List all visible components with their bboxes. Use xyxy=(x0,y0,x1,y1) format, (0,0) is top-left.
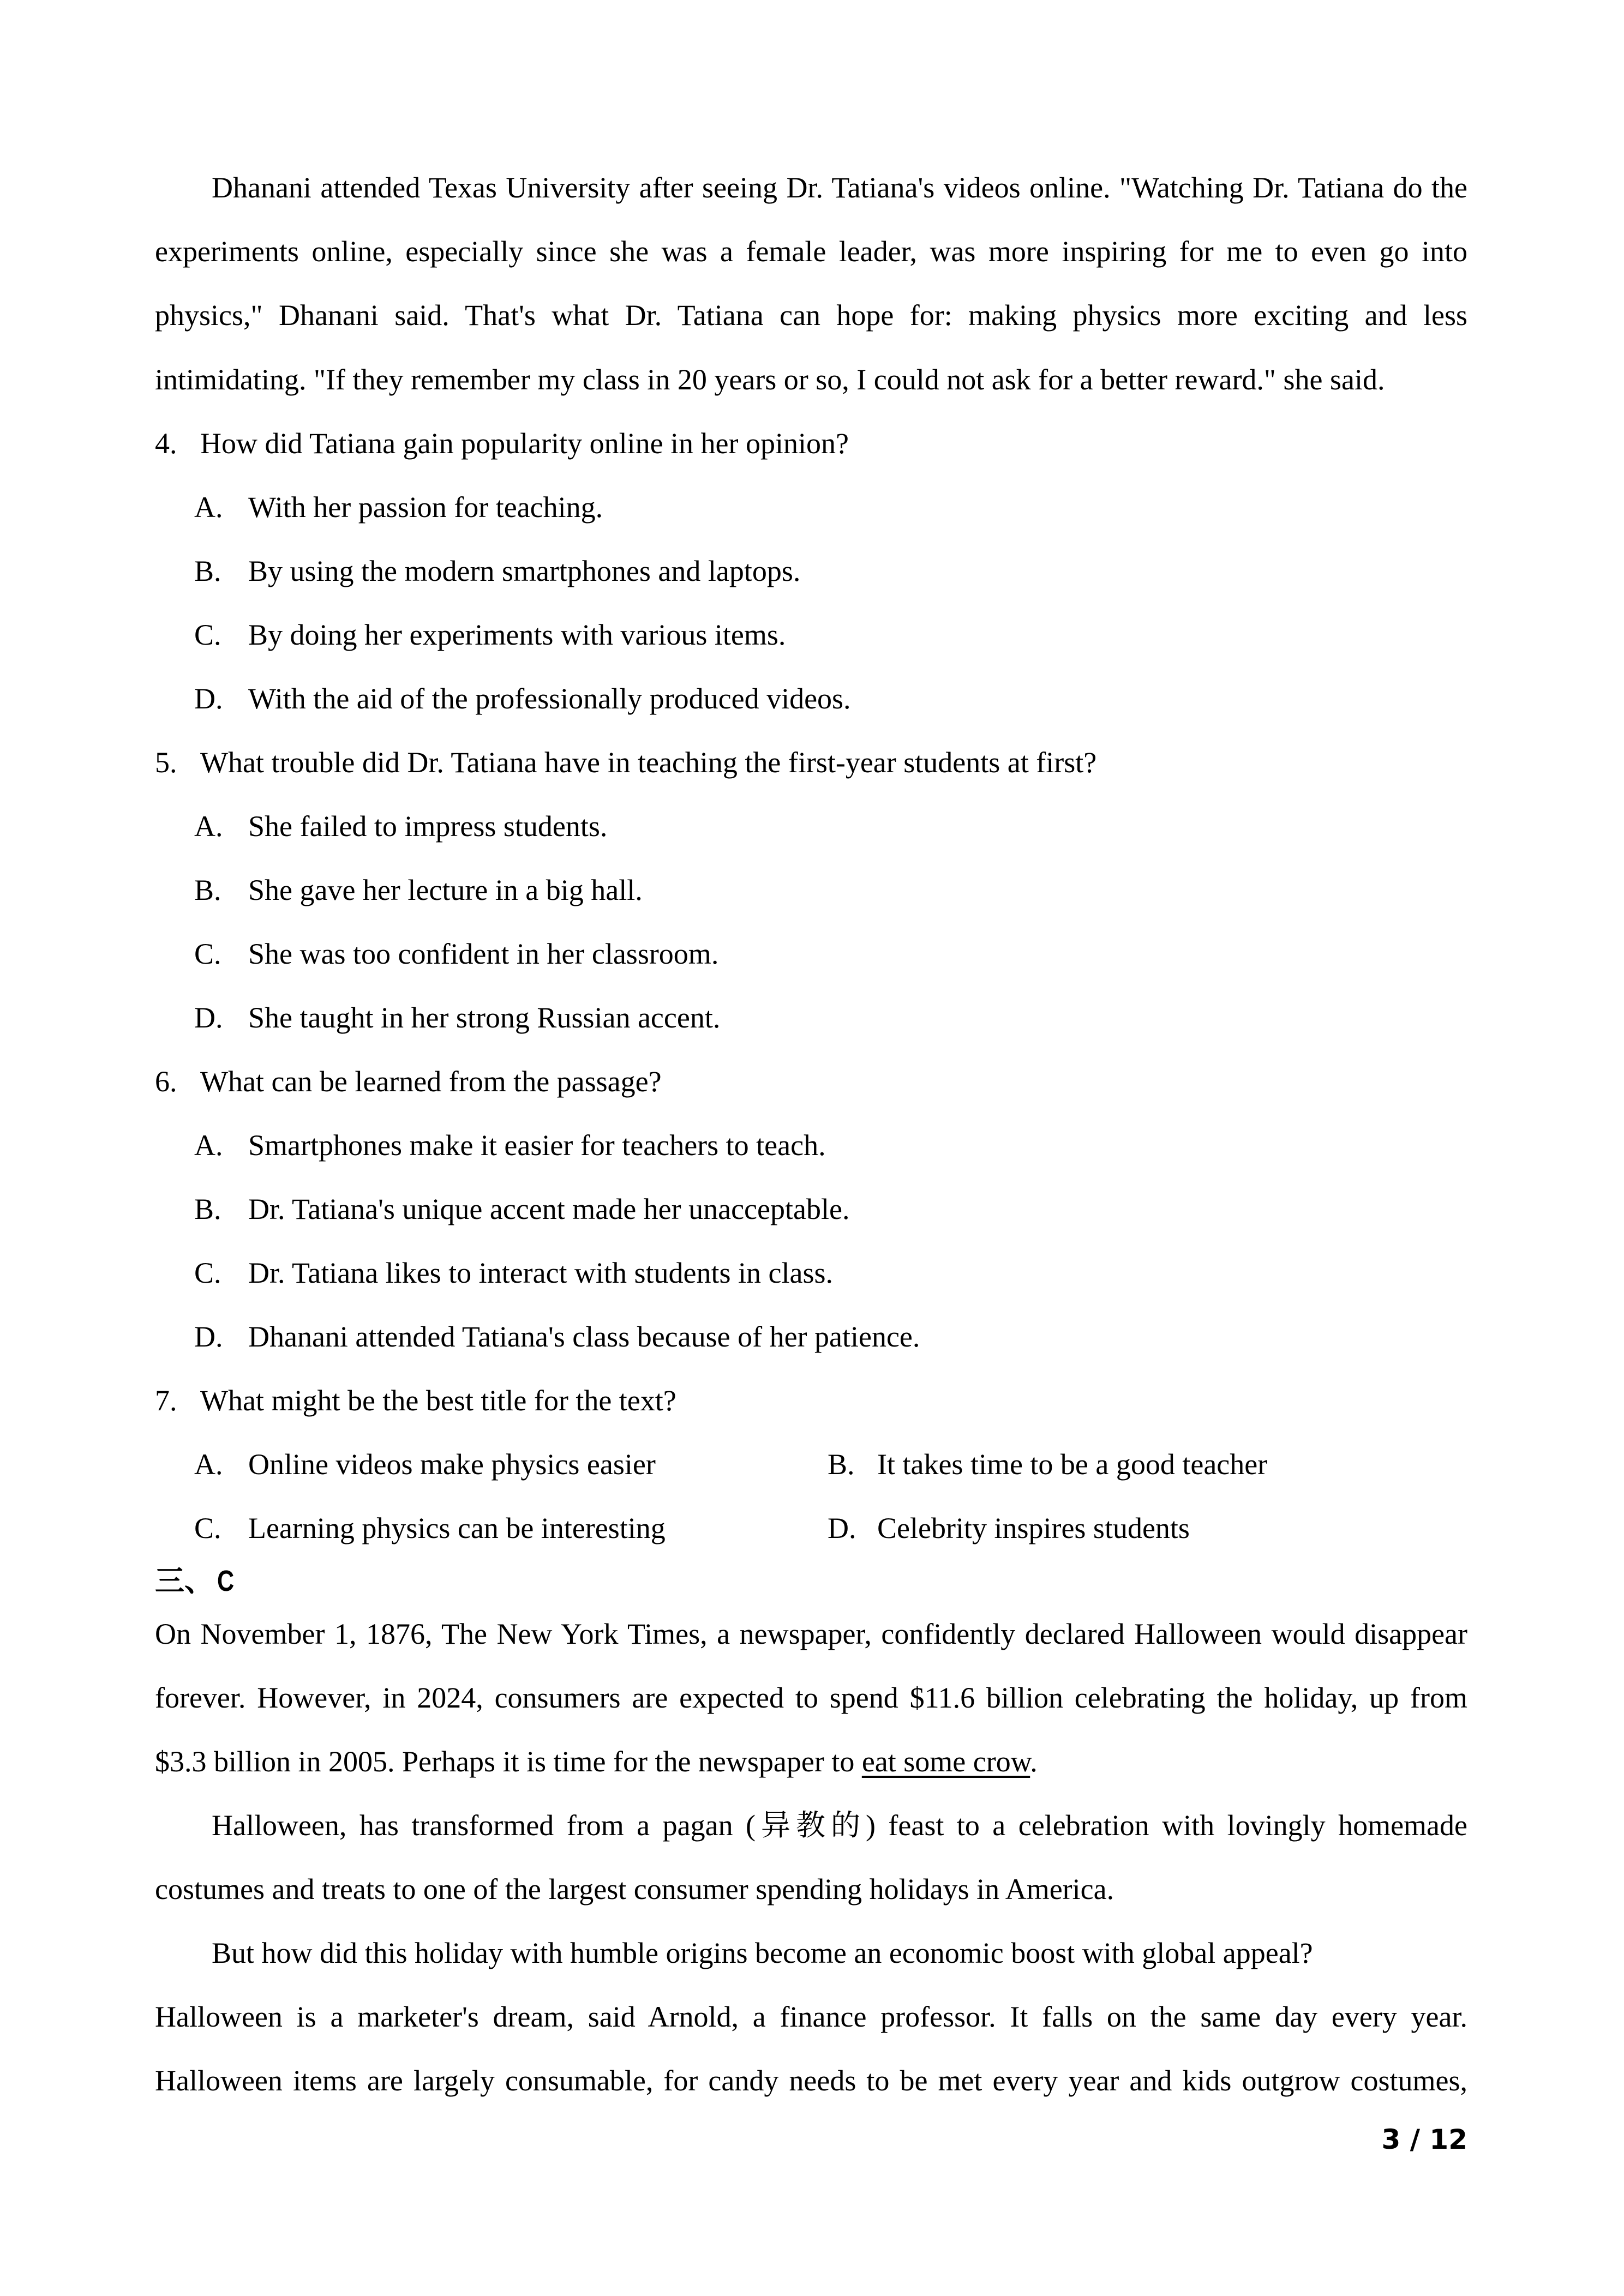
option-letter: D. xyxy=(194,682,223,715)
option-letter: C. xyxy=(194,1257,221,1289)
option-letter: A. xyxy=(194,491,223,524)
passage-b-line: Dhanani attended Texas University after seeing Dr. Tatiana's videos online. "Watching Dr. Tatiana do the xyxy=(212,171,1467,204)
option-letter: C. xyxy=(194,937,221,970)
page-total: 12 xyxy=(1429,2124,1467,2155)
option-letter: C. xyxy=(194,1512,221,1544)
passage-c-line: forever. However, in 2024, consumers are expected to spend $11.6 billion celebrating the holiday, up from xyxy=(155,1681,1467,1714)
option-text: She failed to impress students. xyxy=(248,810,608,843)
passage-b-line: physics," Dhanani said. That's what Dr. Tatiana can hope for: making physics more exciting and less xyxy=(155,299,1467,332)
question-text: How did Tatiana gain popularity online in her opinion? xyxy=(200,427,849,460)
question-text: What can be learned from the passage? xyxy=(200,1065,662,1098)
section-heading-prefix: 三、 xyxy=(155,1564,214,1598)
question-text: What might be the best title for the text? xyxy=(200,1384,676,1417)
option-letter: D. xyxy=(194,1001,223,1034)
passage-c-line: But how did this holiday with humble origins become an economic boost with global appeal? xyxy=(212,1937,1313,1969)
question-number: 4. xyxy=(155,427,177,460)
option-text: Learning physics can be interesting xyxy=(248,1512,666,1544)
option-letter: D. xyxy=(828,1512,856,1544)
option-text: She gave her lecture in a big hall. xyxy=(248,874,643,906)
question-number: 6. xyxy=(155,1065,177,1098)
passage-b-line: experiments online, especially since she was a female leader, was more inspiring for me to even go into xyxy=(155,235,1467,268)
option-text: Dr. Tatiana's unique accent made her unacceptable. xyxy=(248,1193,850,1225)
option-letter: B. xyxy=(194,555,221,587)
option-text: Online videos make physics easier xyxy=(248,1448,656,1481)
option-letter: B. xyxy=(194,1193,221,1225)
option-letter: B. xyxy=(828,1448,855,1481)
option-letter: C. xyxy=(194,618,221,651)
passage-c-line: costumes and treats to one of the largest consumer spending holidays in America. xyxy=(155,1873,1114,1906)
passage-c-text: . xyxy=(1030,1745,1038,1778)
question-number: 5. xyxy=(155,746,177,779)
passage-c-line: Halloween items are largely consumable, for candy needs to be met every year and kids outgrow costumes, xyxy=(155,2064,1467,2097)
underlined-phrase: eat some crow xyxy=(861,1745,1030,1778)
section-heading xyxy=(155,1564,238,1598)
question-text: What trouble did Dr. Tatiana have in teaching the first-year students at first? xyxy=(200,746,1097,779)
passage-c-line: Halloween, has transformed from a pagan (异教的) feast to a celebration with lovingly homemade xyxy=(212,1809,1467,1842)
option-text: By doing her experiments with various items. xyxy=(248,618,786,651)
option-text: With her passion for teaching. xyxy=(248,491,603,524)
passage-c-text: $3.3 billion in 2005. Perhaps it is time for the newspaper to xyxy=(155,1745,862,1778)
option-text: She taught in her strong Russian accent. xyxy=(248,1001,721,1034)
option-letter: A. xyxy=(194,810,223,843)
section-heading-letter: C xyxy=(217,1565,235,1597)
option-text: Celebrity inspires students xyxy=(877,1512,1190,1544)
option-text: It takes time to be a good teacher xyxy=(877,1448,1268,1481)
option-text: By using the modern smartphones and laptops. xyxy=(248,555,801,587)
page-current: 3 xyxy=(1381,2124,1401,2155)
option-text: She was too confident in her classroom. xyxy=(248,937,719,970)
option-letter: A. xyxy=(194,1129,223,1162)
option-letter: A. xyxy=(194,1448,223,1481)
passage-c-line: On November 1, 1876, The New York Times, a newspaper, confidently declared Halloween would disappear xyxy=(155,1618,1467,1650)
passage-c-line xyxy=(155,1745,1038,1778)
question-number: 7. xyxy=(155,1384,177,1417)
option-letter: B. xyxy=(194,874,221,906)
option-text: Dhanani attended Tatiana's class because of her patience. xyxy=(248,1320,920,1353)
option-text: With the aid of the professionally produced videos. xyxy=(248,682,851,715)
option-text: Smartphones make it easier for teachers to teach. xyxy=(248,1129,826,1162)
page-number xyxy=(1382,2123,1467,2156)
option-letter: D. xyxy=(194,1320,223,1353)
passage-b-line: intimidating. "If they remember my class in 20 years or so, I could not ask for a better reward." she said. xyxy=(155,363,1385,396)
page-separator: / xyxy=(1400,2124,1430,2155)
option-text: Dr. Tatiana likes to interact with students in class. xyxy=(248,1257,834,1289)
passage-c-line: Halloween is a marketer's dream, said Arnold, a finance professor. It falls on the same day every year. xyxy=(155,2000,1467,2033)
